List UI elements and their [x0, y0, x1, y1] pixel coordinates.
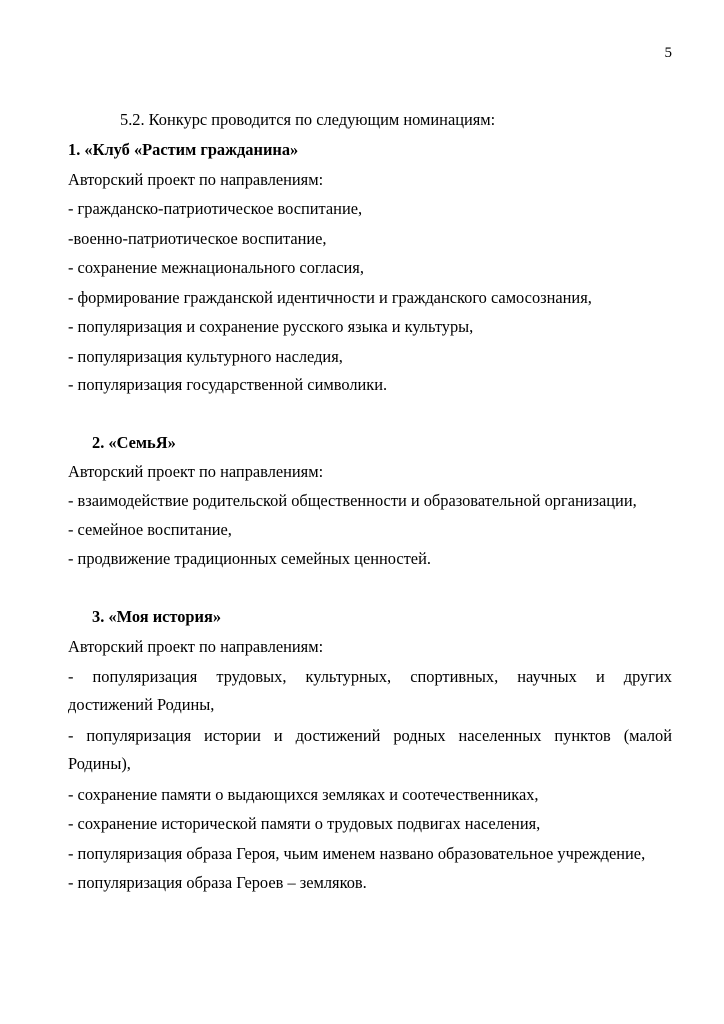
- nomination-1-item: - сохранение межнационального согласия,: [68, 258, 364, 277]
- nomination-3-item: - популяризация образа Героя, чьим именем названо образовательное учреждение,: [68, 844, 646, 863]
- nomination-3-lead: Авторский проект по направлениям:: [68, 637, 324, 656]
- nomination-1-item: -военно-патриотическое воспитание,: [68, 229, 327, 248]
- nomination-2-item: - взаимодействие родительской общественности и образовательной организации,: [68, 491, 637, 510]
- nomination-1-title: 1. «Клуб «Растим гражданина»: [68, 140, 299, 159]
- nomination-3-item: достижений Родины,: [68, 695, 215, 714]
- nomination-1-lead: Авторский проект по направлениям:: [68, 170, 324, 189]
- nomination-3-item: - сохранение памяти о выдающихся земляках и соотечественниках,: [68, 785, 539, 804]
- nomination-3-item: - популяризация истории и достижений родных населенных пунктов (малой: [68, 726, 672, 745]
- nomination-1-item: - формирование гражданской идентичности и гражданского самосознания,: [68, 288, 592, 307]
- nomination-1-item: - популяризация государственной символики.: [68, 375, 388, 394]
- nomination-3-item: Родины),: [68, 754, 131, 773]
- nomination-2-item: - семейное воспитание,: [68, 520, 232, 539]
- intro-paragraph: 5.2. Конкурс проводится по следующим номинациям:: [120, 110, 496, 129]
- nomination-2-title: 2. «СемьЯ»: [92, 433, 176, 452]
- nomination-2-item: - продвижение традиционных семейных ценностей.: [68, 549, 431, 568]
- nomination-1-item: - популяризация и сохранение русского языка и культуры,: [68, 317, 474, 336]
- nomination-3-item: - сохранение исторической памяти о трудовых подвигах населения,: [68, 814, 541, 833]
- nomination-3-item: - популяризация трудовых, культурных, спортивных, научных и других: [68, 667, 672, 686]
- page-number: 5: [664, 45, 672, 61]
- nomination-2-lead: Авторский проект по направлениям:: [68, 462, 324, 481]
- nomination-3-item: - популяризация образа Героев – земляков.: [68, 873, 367, 892]
- nomination-3-title: 3. «Моя история»: [92, 607, 222, 626]
- nomination-1-item: - гражданско-патриотическое воспитание,: [68, 199, 363, 218]
- nomination-1-item: - популяризация культурного наследия,: [68, 347, 343, 366]
